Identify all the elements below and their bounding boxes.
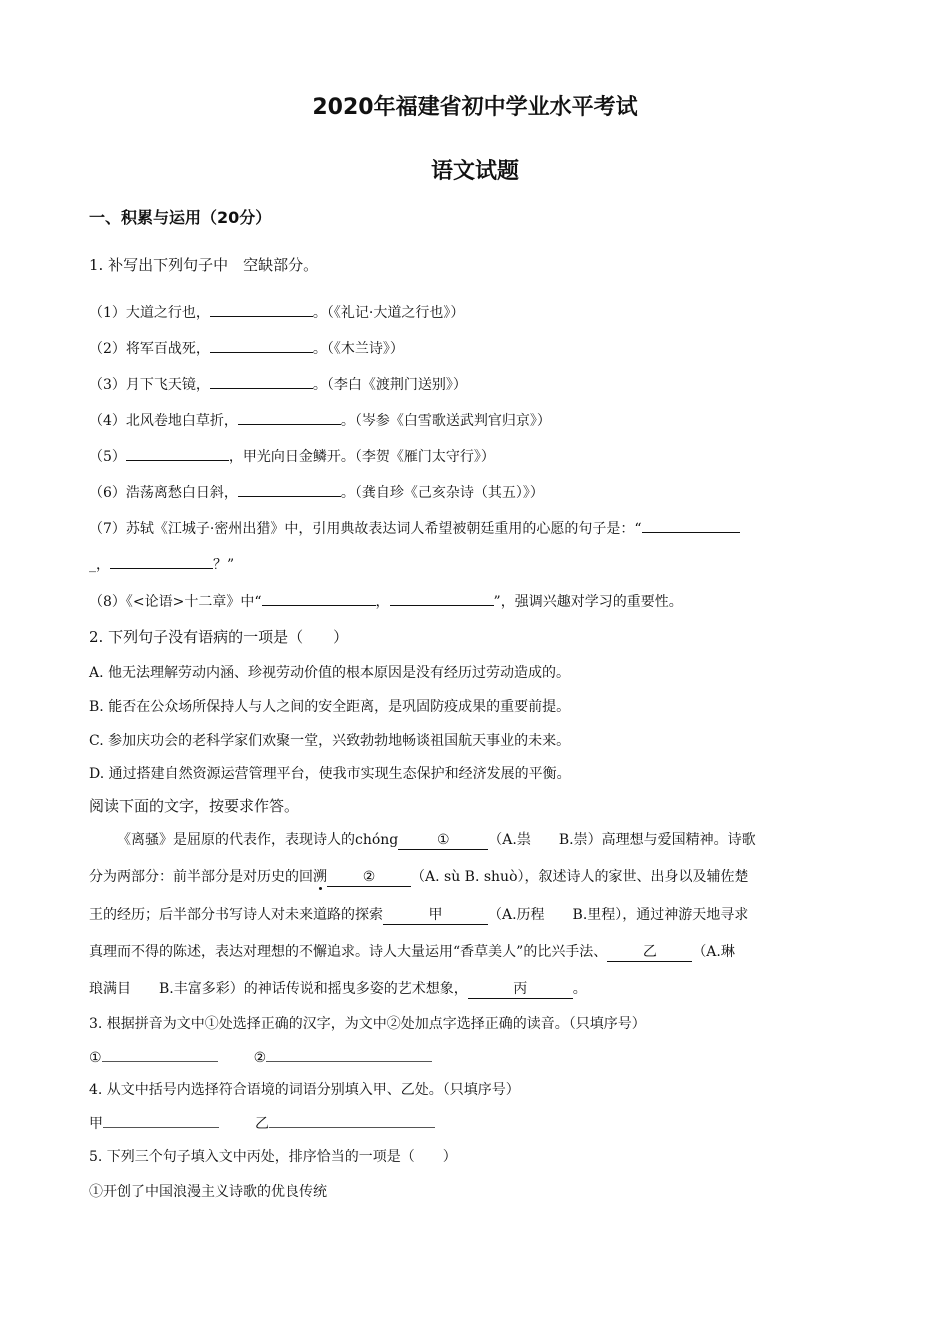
passage-text: （A.琳: [692, 944, 735, 960]
q1-item-4-source: 。（岑参《白雪歌送武判官归京》）: [340, 413, 551, 429]
q2-option-c[interactable]: C. 参加庆功会的老科学家们欢聚一堂，兴致勃勃地畅谈祖国航天事业的未来。: [89, 733, 571, 749]
passage-text: 分为两部分：前半部分是对历史的回: [89, 869, 313, 885]
q4-answer-jia-field[interactable]: [103, 1113, 219, 1128]
passage-text: （A.历程 B.里程），通过神游天地寻求: [488, 907, 749, 923]
q1-item-7: [89, 518, 740, 538]
q4-answer-yi-label: 乙: [255, 1116, 269, 1132]
passage-line-4: [89, 941, 735, 962]
q1-item-2-text: （2）将军百战死，: [89, 341, 210, 357]
q1-item-8-text: （8）《<论语>十二章》中“: [89, 594, 262, 610]
q1-item-3-text: （3）月下飞天镜，: [89, 377, 210, 393]
q1-item-1-source: 。（《礼记·大道之行也》）: [312, 305, 465, 321]
q1-item-8: [89, 591, 683, 611]
passage-line-5: [89, 978, 587, 999]
answer-blank[interactable]: [210, 302, 313, 317]
dotted-character: 溯: [313, 869, 327, 885]
passage-text: 琅满目 B.丰富多彩）的神话传说和摇曳多姿的艺术想象，: [89, 981, 468, 997]
q1-item-5-text: ，甲光向日金鳞开。（李贺《雁门太守行》）: [228, 449, 495, 465]
passage-text: （A. sù B. shuò），叙述诗人的家世、出身以及辅佐楚: [411, 869, 749, 885]
q3-answer-2-field[interactable]: [266, 1047, 432, 1062]
answer-blank[interactable]: [238, 410, 341, 425]
q3-stem: 3. 根据拼音为文中①处选择正确的汉字，为文中②处加点字选择正确的读音。（只填序号）: [89, 1016, 646, 1032]
passage-text: （A.祟 B.崇）高理想与爱国精神。诗歌: [488, 832, 756, 848]
passage-text: 《离骚》是屈原的代表作，表现诗人的chóng: [117, 832, 399, 848]
passage-blank-yi[interactable]: 乙: [607, 943, 692, 962]
q1-item-7-cont: [89, 554, 234, 574]
q2-option-d[interactable]: D. 通过搭建自然资源运营管理平台，使我市实现生态保护和经济发展的平衡。: [89, 766, 571, 782]
answer-blank[interactable]: [210, 374, 313, 389]
q1-item-6-source: 。（龚自珍《己亥杂诗（其五）》）: [340, 485, 544, 501]
q1-item-7-sep: _，: [89, 557, 110, 573]
q3-answer-1-label: ①: [89, 1050, 102, 1066]
q1-item-7-end: ？”: [213, 557, 235, 573]
answer-blank[interactable]: [238, 482, 341, 497]
q3-answer-row: [89, 1047, 432, 1066]
passage-blank-2[interactable]: ②: [327, 868, 411, 887]
q1-item-5-label: （5）: [89, 449, 126, 465]
answer-blank[interactable]: [110, 554, 213, 569]
passage-text: 王的经历；后半部分书写诗人对未来道路的探索: [89, 907, 383, 923]
exam-subtitle: 语文试题: [430, 159, 519, 184]
section-heading: 一、积累与运用（20分）: [89, 208, 272, 227]
q1-item-5: [89, 446, 495, 466]
passage-line-2: [89, 866, 749, 887]
passage-line-3: [89, 904, 748, 925]
q3-answer-1-field[interactable]: [102, 1047, 218, 1062]
answer-blank[interactable]: [390, 591, 494, 606]
answer-blank[interactable]: [262, 591, 376, 606]
q4-answer-jia-label: 甲: [89, 1116, 103, 1132]
q1-item-6: [89, 482, 544, 502]
q2-stem: 2. 下列句子没有语病的一项是（ ）: [89, 628, 349, 646]
q1-item-4-text: （4）北风卷地白草折，: [89, 413, 238, 429]
q1-item-3: [89, 374, 467, 394]
q1-item-7-text: （7）苏轼《江城子·密州出猎》中，引用典故表达词人希望被朝廷重用的心愿的句子是：“: [89, 521, 642, 537]
passage-blank-bing[interactable]: 丙: [468, 980, 573, 999]
q1-stem: 1. 补写出下列句子中 空缺部分。: [89, 256, 319, 274]
q4-stem: 4. 从文中括号内选择符合语境的词语分别填入甲、乙处。（只填序号）: [89, 1082, 520, 1098]
passage-text: 。: [572, 981, 587, 997]
passage-line-1: [117, 829, 756, 850]
answer-blank[interactable]: [210, 338, 313, 353]
answer-blank[interactable]: [126, 446, 229, 461]
exam-title: 2020年福建省初中学业水平考试: [312, 95, 638, 120]
q1-item-4: [89, 410, 551, 430]
answer-blank[interactable]: [642, 518, 740, 533]
q4-answer-yi-field[interactable]: [269, 1113, 435, 1128]
q5-stem: 5. 下列三个句子填入文中丙处，排序恰当的一项是（ ）: [89, 1149, 457, 1165]
passage-blank-1[interactable]: ①: [398, 831, 488, 850]
q1-item-1: [89, 302, 464, 322]
q1-item-2-source: 。（《木兰诗》）: [312, 341, 404, 357]
q3-answer-2-label: ②: [253, 1050, 267, 1066]
q1-item-3-source: 。（李白《渡荆门送别》）: [312, 377, 467, 393]
q1-item-8-end: ”，强调兴趣对学习的重要性。: [493, 594, 683, 610]
q2-option-b[interactable]: B. 能否在公众场所保持人与人之间的安全距离，是巩固防疫成果的重要前提。: [89, 699, 571, 715]
q1-item-1-text: （1）大道之行也，: [89, 305, 210, 321]
q1-item-6-text: （6）浩荡离愁白日斜，: [89, 485, 238, 501]
q5-sentence-1: ①开创了中国浪漫主义诗歌的优良传统: [89, 1184, 327, 1200]
passage-intro: 阅读下面的文字，按要求作答。: [89, 797, 300, 815]
q4-answer-row: [89, 1113, 435, 1133]
q1-item-2: [89, 338, 404, 358]
passage-text: 真理而不得的陈述，表达对理想的不懈追求。诗人大量运用“香草美人”的比兴手法、: [89, 944, 608, 960]
passage-blank-jia[interactable]: 甲: [383, 906, 488, 925]
q2-option-a[interactable]: A. 他无法理解劳动内涵、珍视劳动价值的根本原因是没有经历过劳动造成的。: [89, 665, 571, 681]
q1-item-8-comma: ，: [375, 594, 390, 610]
